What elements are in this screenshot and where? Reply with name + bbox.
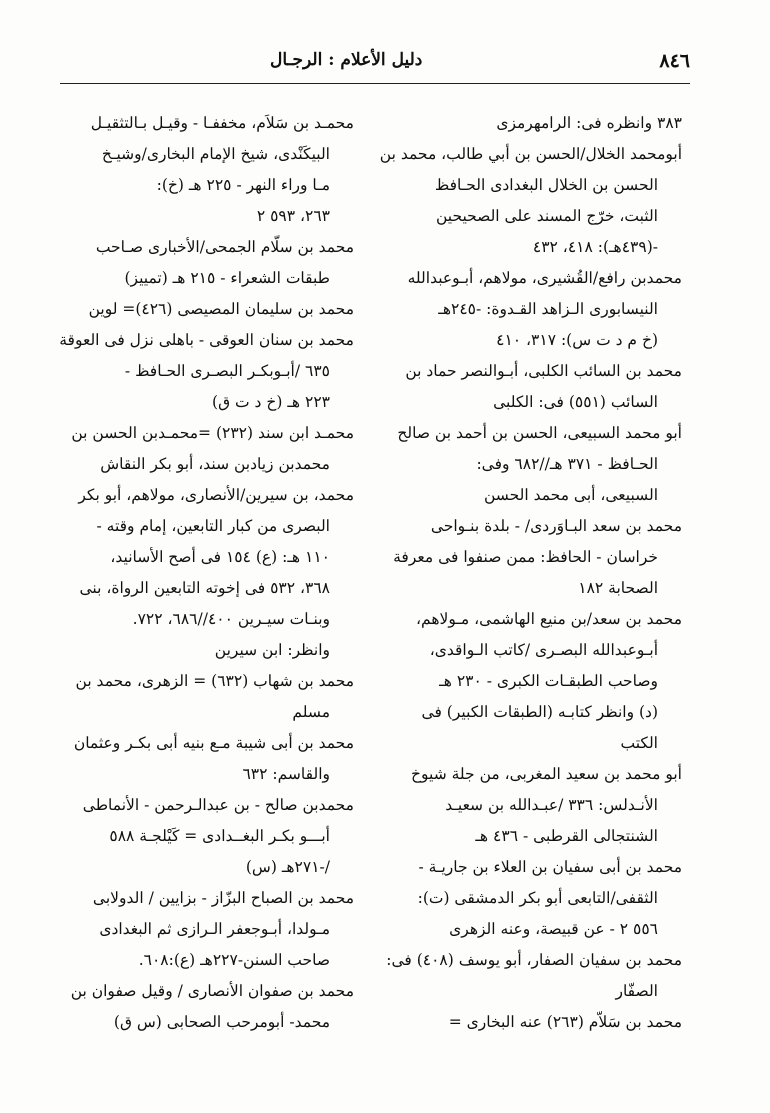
index-entry <box>62 883 354 976</box>
entry-line: محمد بن سعد/بن منيع الهاشمى، مـولاهم، <box>416 610 682 628</box>
index-entry <box>400 852 682 945</box>
entry-continuation: محمد- أبومرحب الصحابى (س ق) <box>113 1013 330 1031</box>
index-entry <box>62 418 354 480</box>
entry-line: محمـد بن سَلاَم، مخففـا - وقيـل بـالتثقيـل <box>90 114 354 132</box>
index-entry <box>400 108 682 139</box>
entry-line: محمد بن أبى سفيان بن العلاء بن جاريـة - <box>418 858 682 876</box>
entry-continuation: السائب (٥٥١) فى: الكلبى <box>493 393 658 411</box>
index-entry <box>400 604 682 759</box>
entry-line: محمد بن أبى شيبة مـع بنيه أبى بكـر وعثمان <box>73 734 354 752</box>
entry-line: محمدبن رافع/القُشيرى، مولاهم، أبـوعبدالله <box>407 269 682 287</box>
entry-line: محمد، بن سيرين/الأنصارى، مولاهم، أبو بكر <box>78 486 354 504</box>
index-entry <box>62 666 354 728</box>
entry-continuation: ٦٣٥ /أبـوبكـر البصـرى الحـافظ - <box>124 362 330 380</box>
index-entry <box>400 263 682 356</box>
index-entry <box>62 294 354 325</box>
entry-continuation: (خ م د ت س): ٣١٧، ٤١٠ <box>496 331 658 349</box>
index-entry <box>62 232 354 294</box>
entry-continuation: ١١٠ هـ: (ع) ١٥٤ فى أصح الأسانيد، <box>110 548 330 566</box>
entry-continuation: الشنتجالى القرطبى - ٤٣٦ هـ <box>475 827 658 845</box>
entry-continuation: مـولدا، أبـوجعفر الـرازى ثم البغدادى <box>99 920 330 938</box>
index-entry <box>59 325 354 418</box>
entry-continuation: الصفّار <box>615 982 658 1000</box>
entry-continuation: ٣٦٨، ٥٣٢ فى إخوته التابعين الرواة، بنى <box>79 579 330 597</box>
entry-continuation: خراسان - الحافظ: ممن صنفوا فى معرفة <box>393 548 658 566</box>
index-entry <box>62 480 354 666</box>
entry-line: ٣٨٣ وانظره فى: الرامهرمزى <box>496 114 682 132</box>
index-entry <box>400 356 682 418</box>
entry-continuation: مـا وراء النهر - ٢٢٥ هـ (خ): <box>156 176 330 194</box>
entry-continuation: الحسن بن الخلال البغدادى الحـافظ <box>434 176 658 194</box>
entry-line: محمدبن صالح - بن عبدالـرحمن - الأنماطى <box>82 796 354 814</box>
entry-continuation: والقاسم: ٦٣٢ <box>242 765 330 783</box>
header-rule <box>60 83 690 84</box>
index-entry <box>386 945 682 1007</box>
entry-line: محمد بن السائب الكلبى، أبـوالنصر حماد بن <box>405 362 682 380</box>
entry-continuation: وبنـات سيـرين ٤٠٠//٦٨٦، ٧٢٢. <box>132 610 330 628</box>
entry-line: محمد بن صفوان الأنصارى / وقيل صفوان بن <box>70 982 354 1000</box>
right-column <box>379 108 682 1038</box>
entry-continuation: ٥٥٦ ٢ - عن قبيصة، وعنه الزهرى <box>449 920 658 938</box>
index-entry <box>62 790 354 883</box>
entry-line: محمد بن الصباح البزّاز - بزايين / الدولابى <box>92 889 354 907</box>
entry-line: محمد بن سليمان المصيصى (٤٢٦)= لوين <box>88 300 354 318</box>
index-entry <box>62 728 354 790</box>
entry-continuation: الكتب <box>620 734 658 752</box>
index-entry <box>397 418 682 511</box>
entry-line: محمد بن سنان العوقى - باهلى نزل فى العوقة <box>59 331 354 349</box>
entry-continuation: الأنـدلس: ٣٣٦ /عبـدالله بن سعيـد <box>445 796 658 814</box>
entry-continuation: صاحب السنن-٢٢٧هـ (ع):٦٠٨. <box>138 951 330 969</box>
entry-continuation: /-٢٧١هـ (س) <box>245 858 330 876</box>
entry-continuation: الصحابة ١٨٢ <box>578 579 658 597</box>
entry-continuation: ٢٢٣ هـ (خ د ت ق) <box>212 393 330 411</box>
entry-continuation: ٢٦٣، ٥٩٣ ٢ <box>256 207 330 225</box>
page-number: ٨٤٦ <box>659 50 690 72</box>
entry-line: محمد بن سفيان الصفار، أبو يوسف (٤٠٨) فى: <box>386 951 682 969</box>
entry-continuation: البيكَنْدى، شيخ الإمام البخارى/وشيـخ <box>101 145 330 163</box>
entry-continuation: أبـوعبدالله البصـرى /كاتب الـواقدى، <box>429 641 658 659</box>
entry-line: محمد بن سعد البـاوَردى/ - بلدة بنـواحى <box>430 517 682 535</box>
entry-continuation: الثقفى/التابعى أبو بكر الدمشقى (ت): <box>417 889 658 907</box>
entry-continuation: مسلم <box>292 703 330 721</box>
index-entry <box>400 759 682 852</box>
entry-continuation: أبـــو بكـر البغــدادى = كَيْلجـة ٥٨٨ <box>109 827 330 845</box>
entry-continuation: البصرى من كبار التابعين، إمام وقته - <box>96 517 330 535</box>
left-column <box>59 108 354 1038</box>
entry-line: محمد بن سَلاّم (٢٦٣) عنه البخارى = <box>448 1013 682 1031</box>
entry-continuation: وصاحب الطبقـات الكبرى - ٢٣٠ هـ <box>439 672 658 690</box>
entry-continuation: محمدبن زيادبن سند، أبو بكر النقاش <box>100 455 330 473</box>
entry-line: أبو محمد السبيعى، الحسن بن أحمد بن صالح <box>397 424 682 442</box>
entry-line: أبو محمد بن سعيد المغربى، من جلة شيوخ <box>411 765 682 783</box>
entry-line: أبومحمد الخلال/الحسن بن أبي طالب، محمد بن <box>379 145 682 163</box>
entry-continuation: النيسابورى الـزاهد القـدوة: -٢٤٥هـ <box>438 300 658 318</box>
entry-continuation: -(٤٣٩هـ): ٤١٨، ٤٣٢ <box>532 238 658 256</box>
index-entry <box>379 139 682 263</box>
entry-continuation: (د) وانظر كتابـه (الطبقات الكبير) فى <box>421 703 658 721</box>
index-entry <box>62 108 354 232</box>
entry-continuation: وانظر: ابن سيرين <box>214 641 330 659</box>
entry-line: محمد بن شهاب (٦٣٢) = الزهرى، محمد بن <box>75 672 354 690</box>
entry-continuation: الحـافظ - ٣٧١ هـ//٦٨٢ وفى: <box>476 455 658 473</box>
entry-continuation: طبقات الشعراء - ٢١٥ هـ (تمييز) <box>124 269 330 287</box>
entry-line: محمد بن سلّام الجمحى/الأخبارى صـاحب <box>95 238 354 256</box>
index-entry <box>62 976 354 1038</box>
entry-continuation: الثبت، خرّج المسند على الصحيحين <box>435 207 658 225</box>
running-title: دليل الأعلام : الرجـال <box>270 50 423 70</box>
page-header <box>60 46 690 80</box>
entry-continuation: السبيعى، أبى محمد الحسن <box>484 486 658 504</box>
index-entry <box>400 1007 682 1038</box>
entry-line: محمـد ابن سند (٢٣٢) =محمـدبن الحسن بن <box>71 424 354 442</box>
index-entry <box>393 511 682 604</box>
